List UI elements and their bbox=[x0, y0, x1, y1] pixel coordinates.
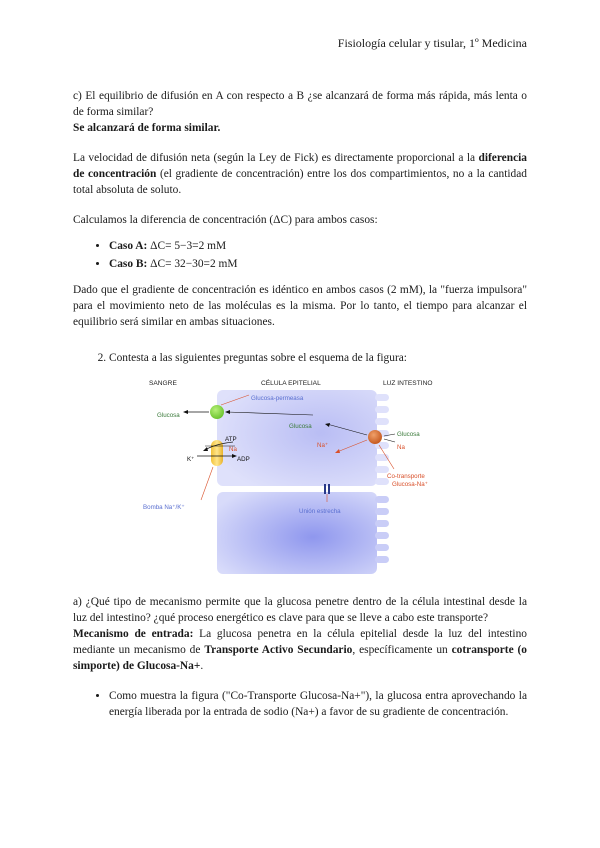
label-na-pump: Na bbox=[229, 446, 237, 453]
mechanism-bold-1: Transporte Activo Secundario bbox=[204, 644, 353, 656]
mechanism-label: Mecanismo de entrada: bbox=[73, 628, 194, 640]
label-cotransporte-1: Co-transporte bbox=[387, 473, 425, 480]
label-cotransporte-2: Glucosa-Na⁺ bbox=[392, 481, 428, 488]
tight-junction-mark-1 bbox=[324, 484, 326, 494]
label-glucosa-blood: Glucosa bbox=[157, 412, 180, 419]
fick-text-2: (el gradiente de concentración) entre los dos compartimientos, no a la cantidad total absoluta de soluto. bbox=[73, 168, 527, 196]
mechanism-text-3: . bbox=[200, 660, 204, 672]
cotransporter-ball bbox=[368, 430, 382, 444]
label-sangre: SANGRE bbox=[149, 380, 177, 387]
case-b bbox=[109, 256, 527, 272]
fick-bold: diferencia de concentración bbox=[73, 152, 527, 180]
case-b-label: Caso B: bbox=[109, 258, 148, 270]
label-celula-epitelial: CÉLULA EPITELIAL bbox=[261, 380, 321, 387]
mechanism-bullet-text: • Como muestra la figura ("Co-Transporte Glucosa-Na+"), la glucosa entra aprovechando la energía liberada por la entrada de sodio (Na+) a favor de su gradiente de concentración. bbox=[109, 690, 527, 718]
case-a-value: ΔC= 5−3=2 mM bbox=[147, 240, 227, 252]
label-glucosa-cell: Glucosa bbox=[289, 423, 312, 430]
case-a bbox=[109, 238, 527, 254]
page-content bbox=[73, 88, 527, 730]
label-union-estrecha: Unión estrecha bbox=[299, 508, 341, 515]
label-luz-intestino: LUZ INTESTINO bbox=[383, 380, 433, 387]
label-na-cell: Na⁺ bbox=[317, 442, 329, 449]
label-adp: ADP bbox=[237, 456, 250, 463]
cases-list bbox=[73, 238, 527, 272]
label-atp: ATP bbox=[225, 436, 237, 443]
page-header: Fisiología celular y tisular, 1º Medicina bbox=[337, 36, 527, 50]
fick-text-1: La velocidad de difusión neta (según la Ley de Fick) es directamente proporcional a la bbox=[73, 152, 479, 164]
question-a: a) ¿Qué tipo de mecanismo permite que la glucosa penetre dentro de la célula intestinal desde la luz del intestino? ¿qué proceso energético es clave para que se lleve a cabo este transporte? bbox=[73, 596, 527, 624]
answer-c bbox=[73, 120, 527, 136]
tight-junction-mark-2 bbox=[328, 484, 330, 494]
question-c: c) El equilibrio de difusión en A con respecto a B ¿se alcanzará de forma más rápida, más lenta o de forma similar? bbox=[73, 90, 527, 118]
mechanism-text-1: La glucosa penetra en la célula epitelial desde la luz del intestino mediante un mecanismo de bbox=[73, 628, 527, 656]
label-glucosa-permeasa: Glucosa-permeasa bbox=[251, 395, 304, 402]
fick-paragraph bbox=[73, 150, 527, 198]
intestinal-transport-diagram bbox=[137, 372, 437, 574]
conclusion-paragraph: Dado que el gradiente de concentración es idéntico en ambos casos (2 mM), la "fuerza impulsora" para el movimiento neto de las moléculas es la misma. Por lo tanto, el tiempo para alcanzar el equilibrio será similar en ambas situaciones. bbox=[73, 284, 527, 328]
mechanism-bullets bbox=[73, 688, 527, 720]
question-2: 2. Contesta a las siguientes preguntas sobre el esquema de la figura: bbox=[109, 350, 527, 366]
label-bomba: Bomba Na⁺/K⁺ bbox=[143, 504, 185, 511]
glucose-permease-ball bbox=[210, 405, 224, 419]
case-a-label: Caso A: bbox=[109, 240, 148, 252]
mechanism-text-2: , específicamente un bbox=[352, 644, 452, 656]
mechanism-paragraph bbox=[73, 626, 527, 674]
mechanism-bold-2: cotransporte (o simporte) de Glucosa-Na+ bbox=[73, 644, 527, 672]
label-na-lumen: Na bbox=[397, 444, 405, 451]
delta-intro: Calculamos la diferencia de concentración (ΔC) para ambos casos: bbox=[73, 214, 378, 226]
case-b-value: ΔC= 32−30=2 mM bbox=[147, 258, 238, 270]
question-2-list bbox=[73, 350, 527, 366]
lower-epithelial-cell bbox=[217, 492, 377, 574]
label-glucosa-lumen: Glucosa bbox=[397, 431, 420, 438]
answer-c-text: Se alcanzará de forma similar. bbox=[73, 122, 221, 134]
label-k: K⁺ bbox=[187, 456, 195, 463]
mechanism-bullet bbox=[109, 688, 527, 720]
